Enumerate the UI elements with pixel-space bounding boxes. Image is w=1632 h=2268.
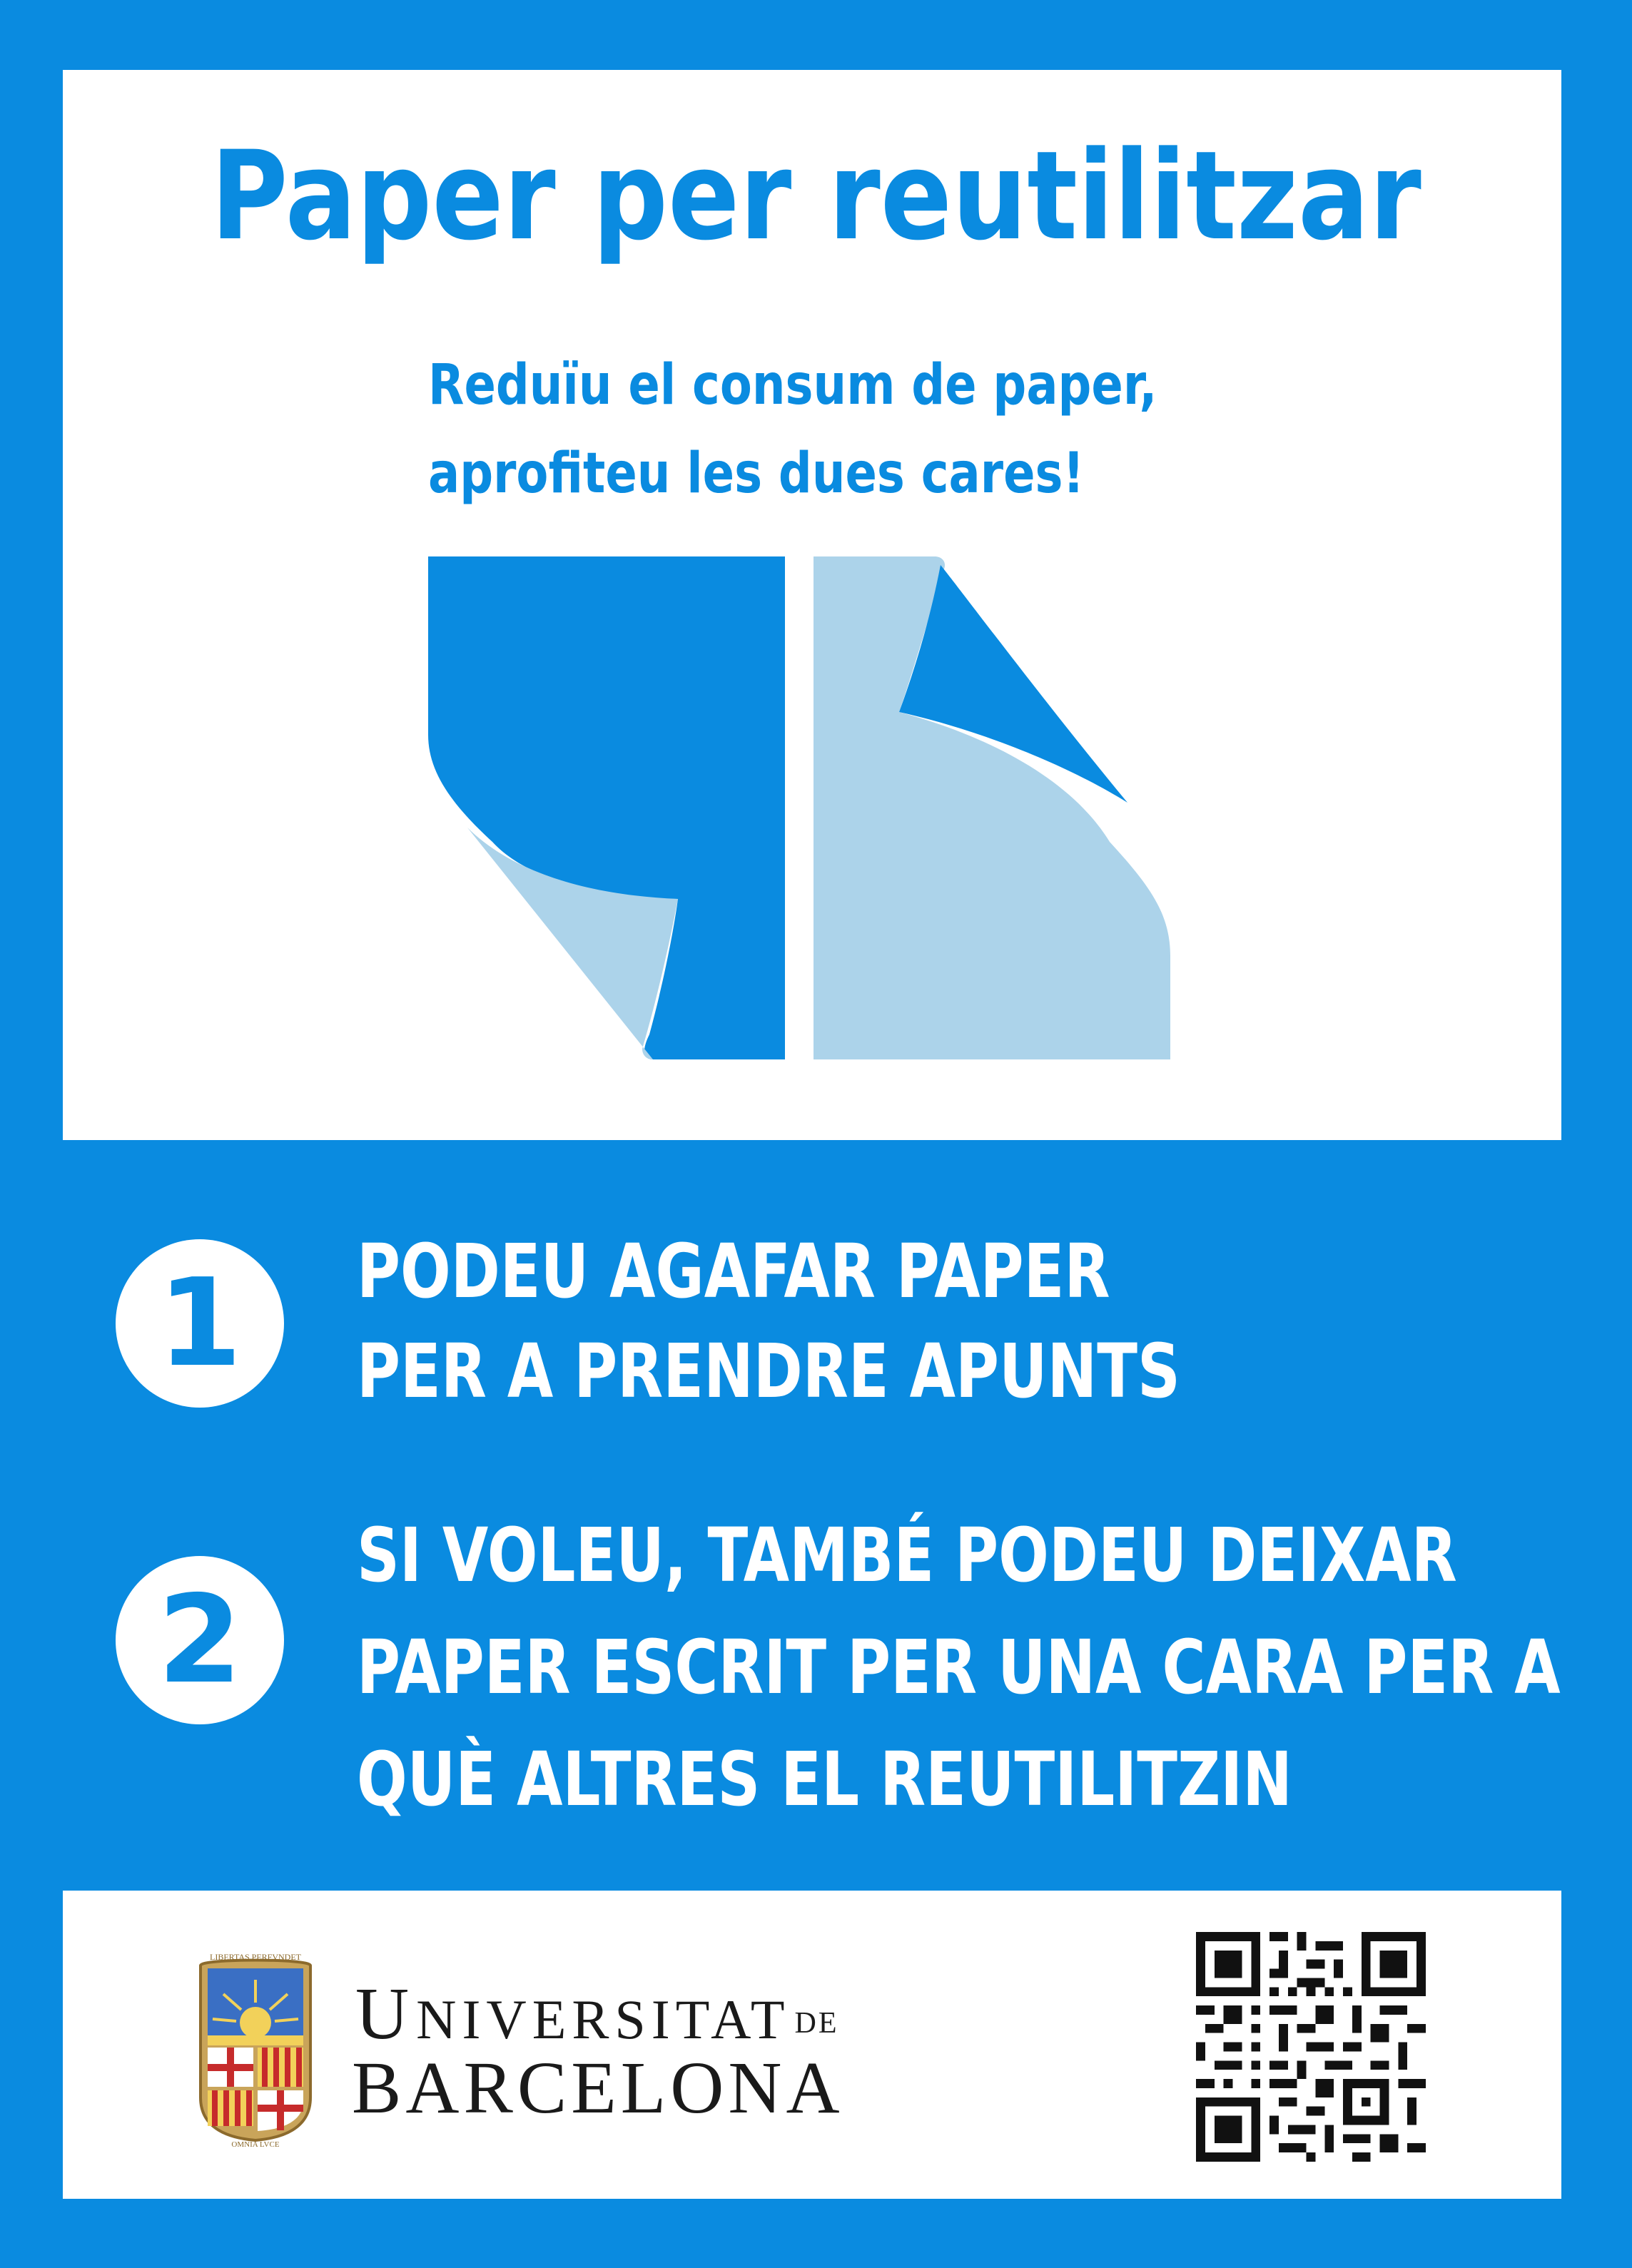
- step-1-text: [357, 1221, 1180, 1421]
- step-2-number-badge: 2: [116, 1556, 284, 1724]
- page-title: Paper per reutilitzar: [211, 124, 1421, 268]
- svg-text:LIBERTAS PERFVNDET: LIBERTAS PERFVNDET: [210, 1952, 301, 1962]
- university-name-initial: U: [355, 1973, 417, 2055]
- step-2-line-2: PAPER ESCRIT PER UNA CARA PER A: [357, 1624, 1561, 1711]
- university-name-rest: NIVERSITAT: [416, 1988, 791, 2050]
- footer-panel: [63, 1891, 1561, 2199]
- university-crest-icon: [195, 1951, 316, 2147]
- step-2-line-3: QUÈ ALTRES EL REUTILITZIN: [357, 1736, 1292, 1823]
- university-name-line-2: BARCELONA: [352, 2047, 844, 2129]
- qr-code-icon[interactable]: [1196, 1932, 1426, 2162]
- step-1-line-2: PER A PRENDRE APUNTS: [357, 1328, 1180, 1415]
- step-1-number-badge: 1: [116, 1239, 284, 1408]
- step-2-text: [357, 1500, 1561, 1836]
- step-2-line-1: SI VOLEU, TAMBÉ PODEU DEIXAR: [357, 1512, 1457, 1599]
- subtitle-line-2: aprofiteu les dues cares!: [428, 442, 1085, 506]
- step-1-line-1: PODEU AGAFAR PAPER: [357, 1228, 1110, 1315]
- subtitle: [428, 341, 1157, 518]
- university-name-de: DE: [794, 2007, 839, 2040]
- two-sided-paper-icon: [428, 556, 1174, 1063]
- subtitle-line-1: Reduïu el consum de paper,: [428, 353, 1157, 417]
- svg-text:OMNIA LVCE: OMNIA LVCE: [231, 2140, 280, 2147]
